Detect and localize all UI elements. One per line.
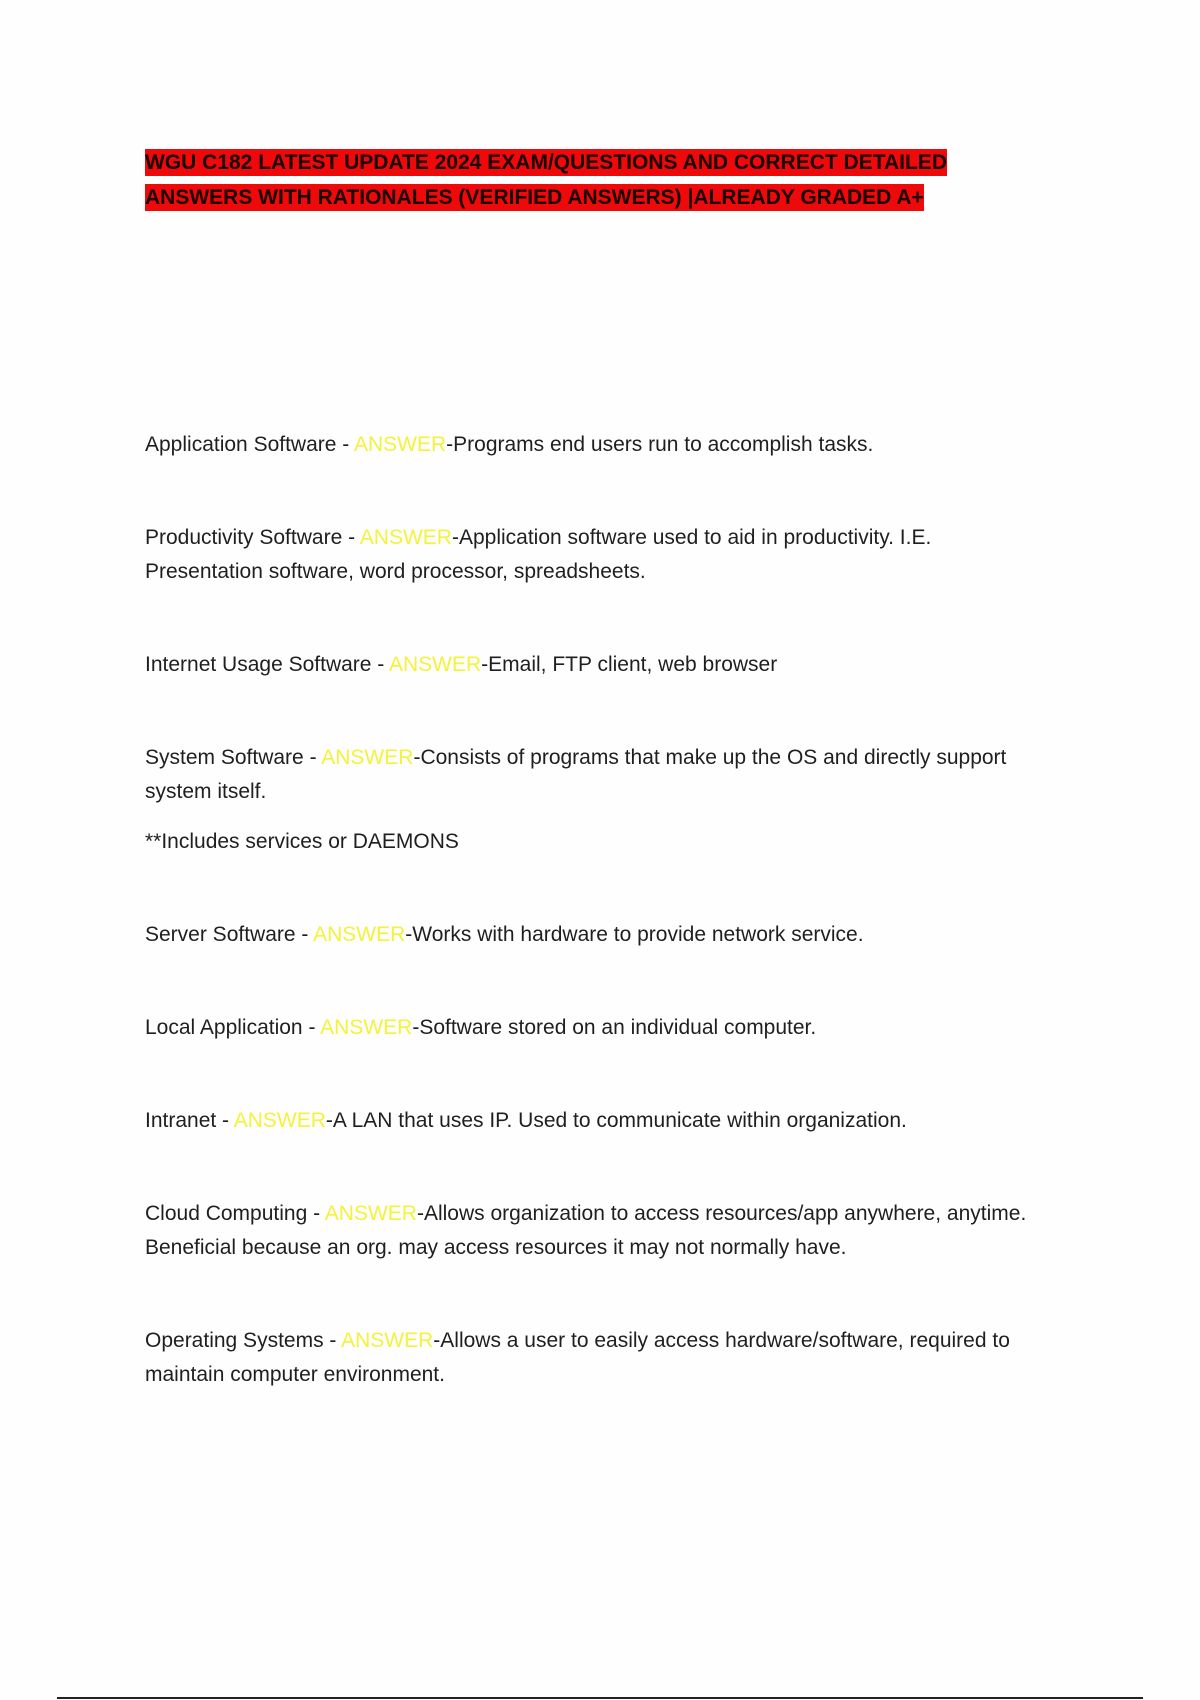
term-separator: - [342,526,360,549]
entry-term: Internet Usage Software [145,653,372,676]
answer-separator: - [416,1202,424,1225]
entry-term: Productivity Software [145,526,343,549]
answer-label: ANSWER [341,1329,434,1352]
flashcard-list [145,428,1045,1392]
answer-separator: - [412,1016,420,1039]
answer-separator: - [446,433,454,456]
flashcard-entry [145,1104,1045,1138]
answer-separator: - [405,923,413,946]
flashcard-entry [145,1324,1045,1392]
entry-definition: Works with hardware to provide network service. [412,923,864,946]
term-separator: - [323,1329,342,1352]
term-separator: - [216,1109,234,1132]
term-separator: - [307,1202,325,1225]
answer-separator: - [481,653,489,676]
entry-term: Local Application [145,1016,303,1039]
entry-note: **Includes services or DAEMONS [145,830,459,853]
entry-term: Cloud Computing [145,1202,308,1225]
entry-definition: Software stored on an individual computer. [419,1016,817,1039]
entry-term: Application Software [145,433,337,456]
flashcard-entry [145,1197,1045,1265]
flashcard-entry [145,521,1045,589]
answer-label: ANSWER [353,433,447,456]
page-bottom-rule [57,1697,1143,1699]
flashcard-entry [145,918,1045,952]
entry-definition: Consists of programs that make up the OS and directly support system itself. [145,746,1007,803]
entry-definition: Programs end users run to accomplish tasks. [453,433,874,456]
document-title [145,145,1005,215]
flashcard-entry [145,648,1045,682]
entry-definition: A LAN that uses IP. Used to communicate within organization. [332,1109,907,1132]
entry-term: System Software [145,746,304,769]
entry-term: Server Software [145,923,296,946]
answer-label: ANSWER [233,1109,326,1132]
term-separator: - [302,1016,321,1039]
term-separator: - [303,746,322,769]
answer-label: ANSWER [313,923,406,946]
answer-separator: - [451,526,459,549]
answer-label: ANSWER [388,653,482,676]
term-separator: - [371,653,389,676]
term-separator: - [295,923,314,946]
answer-label: ANSWER [324,1202,417,1225]
flashcard-entry [145,741,1045,809]
answer-separator: - [433,1329,441,1352]
answer-separator: - [413,746,421,769]
entry-term: Intranet [145,1109,217,1132]
term-separator: - [336,433,354,456]
answer-label: ANSWER [359,526,452,549]
entry-definition: Allows organization to access resources/app anywhere, anytime. Beneficial because an org. may access resources it may not normally have. [145,1202,1027,1259]
entry-definition: Allows a user to easily access hardware/software, required to maintain computer environment. [145,1329,1010,1386]
title-line-2: ANSWERS WITH RATIONALES (VERIFIED ANSWERS) |ALREADY GRADED A+ [145,186,924,209]
entry-term: Operating Systems [145,1329,324,1352]
entry-definition: Application software used to aid in productivity. I.E. Presentation software, word processor, spreadsheets. [145,526,932,583]
answer-label: ANSWER [320,1016,413,1039]
answer-separator: - [325,1109,333,1132]
flashcard-entry [145,428,1045,462]
entry-definition: Email, FTP client, web browser [488,653,778,676]
flashcard-entry [145,1011,1045,1045]
title-line-1: WGU C182 LATEST UPDATE 2024 EXAM/QUESTIONS AND CORRECT DETAILED [145,151,947,174]
answer-label: ANSWER [321,746,414,769]
